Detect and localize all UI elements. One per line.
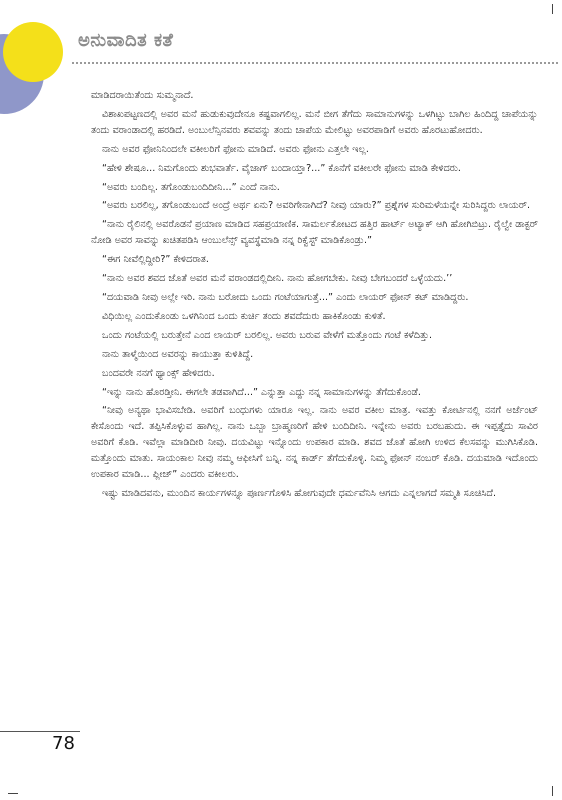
decorative-yellow-circle (3, 22, 63, 82)
paragraph: “ಇನ್ನು ನಾನು ಹೊರಡ್ತೀನಿ. ಈಗಲೇ ತಡವಾಗಿದೆ...” ಎನ್ನುತ್ತಾ ಎದ್ದು ನನ್ನ ಸಾಮಾನುಗಳನ್ನು ತೆಗೆದುಕೊಂಡೆ. (102, 386, 421, 398)
paragraph: “ಹೇಳಿ ಶೇಷೂ... ನಿಮಗೊಂದು ಶುಭವಾರ್ತೆ. ವೈಜಾಗ್ ಬಂದಾಯ್ತಾ?...” ಕೊನೆಗೆ ವಕೀಲರೇ ಫೋನು ಮಾಡಿ ಕೇಳಿದರು. (102, 162, 461, 174)
crop-mark (552, 4, 553, 14)
paragraph: “ಅವರು ಬರಲಿಲ್ಲ, ತಗೊಂಡುಬಂದೆ ಅಂದ್ರೆ ಅರ್ಥ ಏನು? ಅವರಿಗೇನಾಗಿದೆ? ನೀವು ಯಾರು?” ಪ್ರಶ್ನೆಗಳ ಸುರಿಮಳೆಯನ್ನೇ ಸುರಿಸಿದ್ದರು ಲಾಯರ್. (102, 200, 530, 212)
paragraph: ಮಾಡಿದರಾಯಿತೆಂದು ಸುಮ್ಮನಾದೆ. (91, 90, 194, 101)
footer-divider (0, 731, 80, 732)
section-title: ಅನುವಾದಿತ ಕತೆ (78, 30, 174, 51)
paragraph: “ಅವರು ಬಂದಿಲ್ಲ. ತಗೊಂಡುಬಂದಿದೀನಿ...” ಎಂದೆ ನಾನು. (102, 181, 280, 193)
header-divider (72, 62, 558, 64)
article-body (91, 88, 538, 505)
paragraph: “ನಾನು ಅವರ ಶವದ ಜೊತೆ ಅವರ ಮನೆ ವರಾಂಡದಲ್ಲಿದೀನಿ. ನಾನು ಹೋಗಬೇಕು. ನೀವು ಬೇಗಬಂದರೆ ಒಳ್ಳೆಯದು.’’ (102, 273, 453, 285)
paragraph: ನಾನು ಅವರ ಫೋನಿನಿಂದಲೇ ವಕೀಲರಿಗೆ ಫೋನು ಮಾಡಿದೆ. ಅವರು ಫೋನು ಎತ್ತಲೇ ಇಲ್ಲ. (102, 143, 369, 155)
paragraph: ಇಷ್ಟು ಮಾಡಿದವನು, ಮುಂದಿನ ಕಾರ್ಯಗಳನ್ನೂ ಪೂರ್ಣಗೊಳಿಸಿ ಹೋಗುವುದೇ ಧರ್ಮವೆನಿಸಿ ಆಗದು ಎನ್ನಲಾಗದೆ ಸಮ್ಮತಿ ಸೂಚಿಸಿದೆ. (102, 487, 497, 499)
page-number: 78 (52, 733, 75, 754)
crop-mark (552, 786, 553, 796)
paragraph: “ದಯವಾಡಿ ನೀವು ಅಲ್ಲೇ ಇರಿ. ನಾನು ಬರೋದು ಒಂದು ಗಂಟೆಯಾಗುತ್ತೆ...” ಎಂದು ಲಾಯರ್ ಫೋನ್ ಕಟ್ ಮಾಡಿದ್ದರು. (102, 291, 469, 303)
paragraph: ನಾನು ತಾಳ್ಮೆಯಿಂದ ಅವರನ್ನು ಕಾಯುತ್ತಾ ಕುಳಿತಿದ್ದೆ. (102, 348, 254, 360)
paragraph: ಒಂದು ಗಂಟೆಯಲ್ಲಿ ಬರುತ್ತೇನೆ ಎಂದ ಲಾಯರ್ ಬರಲಿಲ್ಲ. ಅವರು ಬರುವ ವೇಳೆಗೆ ಮತ್ತೊಂದು ಗಂಟೆ ಕಳೆದಿತ್ತು. (102, 329, 433, 341)
paragraph: “ನಾನು ರೈಲಿನಲ್ಲಿ ಅವರೊಡನೆ ಪ್ರಯಾಣ ಮಾಡಿದ ಸಹಪ್ರಯಾಣಿಕ. ಸಾಮರ್ಲಕೋಟದ ಹತ್ತಿರ ಹಾರ್ಟ್ ಅಟ್ಯಾಕ್ ಆಗಿ ಹೋಗಿಬಿಟ್ರು. ರೈಲ್ವೇ ಡಾಕ್ಟರ್ ನೋಡಿ ಅವರ ಸಾವನ್ನು ಖಚಿತಪಡಿಸಿ ಆಂಬುಲೆನ್ಸ್ ವ್ಯವಸ್ಥೆಮಾಡಿ ನನ್ನ ರಿಕ್ವೆಸ್ಟ್ ಮಾಡಿಕೊಂಡ್ರು.” (91, 219, 538, 247)
paragraph: “ಈಗ ನೀವೆಲ್ಲಿದ್ದೀರಿ?” ಕೇಳಿದರಾತ. (102, 254, 209, 266)
paragraph: ಬಂದವರೇ ನನಗೆ ಥ್ಯಾಂಕ್ಸ್ ಹೇಳಿದರು. (102, 367, 215, 379)
paragraph: ವಿಧಿಯಿಲ್ಲ ಎಂದುಕೊಂಡು ಒಳಗಿನಿಂದ ಒಂದು ಕುರ್ಚಿ ತಂದು ಶವದೆದುರು ಹಾಕಿಕೊಂಡು ಕುಳಿತೆ. (102, 310, 386, 322)
paragraph: ವಿಶಾಖಪಟ್ಟಣದಲ್ಲಿ ಅವರ ಮನೆ ಹುಡುಕುವುದೇನೂ ಕಷ್ಟವಾಗಲಿಲ್ಲ. ಮನೆ ಬೀಗ ತೆಗೆದು ಸಾಮಾನುಗಳನ್ನು ಒಳಗಿಟ್ಟು ಬಾಗಿಲ ಹಿಂದಿದ್ದ ಚಾಪೆಯನ್ನು ತಂದು ವರಾಂಡಾದಲ್ಲಿ ಹರಡಿದೆ. ಅಂಬುಲೆನ್ಸಿನವರು ಶವವನ್ನು ತಂದು ಚಾಪೆಯ ಮೇಲಿಟ್ಟು ಅವರಪಾಡಿಗೆ ಅವರು ಹೊರಟುಹೋದರು. (91, 108, 538, 136)
paragraph: “ನೀವು ಅನ್ಯಥಾ ಭಾವಿಸಬೇಡಿ. ಅವರಿಗೆ ಬಂಧುಗಳು ಯಾರೂ ಇಲ್ಲ. ನಾನು ಅವರ ವಕೀಲ ಮಾತ್ರ. ಇವತ್ತು ಕೋರ್ಟಿನಲ್ಲಿ ನನಗೆ ಅರ್ಜೆಂಟ್ ಕೇಸೊಂದು ಇದೆ. ತಪ್ಪಿಸಿಕೊಳ್ಳುವ ಹಾಗಿಲ್ಲ. ನಾನು ಒಬ್ಬಾ ಬ್ರಾಹ್ಮಣರಿಗೆ ಹೇಳಿ ಬಂದಿದೀನಿ. ಇನ್ನೇನು ಅವರು ಬರಬಹುದು. ಈ ಇಪ್ಪತ್ತೈದು ಸಾವಿರ ಅವರಿಗೆ ಕೊಡಿ. ಇವೆಲ್ಲಾ ಮಾಡಿದೀರಿ ನೀವು. ದಯವಿಟ್ಟು ಇನ್ನೊಂದು ಉಪಕಾರ ಮಾಡಿ. ಶವದ ಜೊತೆ ಹೋಗಿ ಉಳಿದ ಕೆಲಸವನ್ನು ಮುಗಿಸಿಕೊಡಿ. ಮತ್ತೊಂದು ಮಾತು. ಸಾಯಂಕಾಲ ನೀವು ನಮ್ಮ ಆಫೀಸಿಗೆ ಬನ್ನಿ. ನನ್ನ ಕಾರ್ಡ್ ತೆಗೆದುಕೊಳ್ಳಿ. ನಿಮ್ಮ ಫೋನ್ ನಂಬರ್ ಕೊಡಿ. ದಯಮಾಡಿ ಇದೊಂದು ಉಪಕಾರ ಮಾಡಿ... ಪ್ಲೀಜ್” ಎಂದರು ವಕೀಲರು. (91, 405, 538, 481)
crop-mark (8, 793, 18, 794)
